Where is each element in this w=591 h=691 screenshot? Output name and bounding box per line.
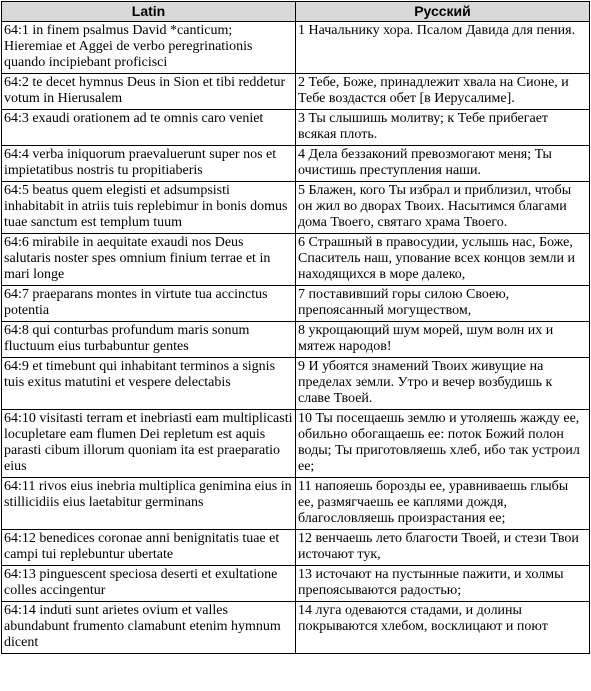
table-row	[2, 358, 590, 410]
column-header-russian: Русский	[296, 2, 590, 22]
latin-verse-cell: 64:3 exaudi orationem ad te omnis caro veniet	[2, 110, 296, 146]
parallel-text-table	[1, 1, 590, 654]
latin-verse-cell: 64:9 et timebunt qui inhabitant terminos a signis tuis exitus matutini et vespere delectabis	[2, 358, 296, 410]
table-row	[2, 322, 590, 358]
table-row	[2, 286, 590, 322]
table-header-row	[2, 2, 590, 22]
russian-verse-cell: 13 источают на пустынные пажити, и холмы препоясываются радостью;	[296, 566, 590, 602]
table-row	[2, 410, 590, 478]
latin-verse-cell: 64:12 benedices coronae anni benignitatis tuae et campi tui replebuntur ubertate	[2, 530, 296, 566]
latin-verse-cell: 64:11 rivos eius inebria multiplica genimina eius in stillicidiis eius laetabitur germinans	[2, 478, 296, 530]
russian-verse-cell: 14 луга одеваются стадами, и долины покрываются хлебом, восклицают и поют	[296, 602, 590, 654]
table-row	[2, 478, 590, 530]
russian-verse-cell: 6 Страшный в правосудии, услышь нас, Боже, Спаситель наш, упование всех концов земли и находящихся в море далеко,	[296, 234, 590, 286]
latin-verse-cell: 64:13 pinguescent speciosa deserti et exultatione colles accingentur	[2, 566, 296, 602]
russian-verse-cell: 3 Ты слышишь молитву; к Тебе прибегает всякая плоть.	[296, 110, 590, 146]
russian-verse-cell: 12 венчаешь лето благости Твоей, и стези Твои источают тук,	[296, 530, 590, 566]
latin-verse-cell: 64:1 in finem psalmus David *canticum; Hieremiae et Aggei de verbo peregrinationis quando incipiebant proficisci	[2, 22, 296, 74]
table-row	[2, 146, 590, 182]
russian-verse-cell: 4 Дела беззаконий превозмогают меня; Ты очистишь преступления наши.	[296, 146, 590, 182]
russian-verse-cell: 7 поставивший горы силою Своею, препоясанный могуществом,	[296, 286, 590, 322]
latin-verse-cell: 64:6 mirabile in aequitate exaudi nos Deus salutaris noster spes omnium finium terrae et in mari longe	[2, 234, 296, 286]
russian-verse-cell: 11 напояешь борозды ее, уравниваешь глыбы ее, размягчаешь ее каплями дождя, благословляешь произрастания ее;	[296, 478, 590, 530]
table-row	[2, 22, 590, 74]
russian-verse-cell: 10 Ты посещаешь землю и утоляешь жажду ее, обильно обогащаешь ее: поток Божий полон воды; Ты приготовляешь хлеб, ибо так устроил ее;	[296, 410, 590, 478]
latin-verse-cell: 64:8 qui conturbas profundum maris sonum fluctuum eius turbabuntur gentes	[2, 322, 296, 358]
table-row	[2, 110, 590, 146]
latin-verse-cell: 64:10 visitasti terram et inebriasti eam multiplicasti locupletare eam flumen Dei repletum est aquis parasti cibum illorum quoniam ita est praeparatio eius	[2, 410, 296, 478]
latin-verse-cell: 64:14 induti sunt arietes ovium et valles abundabunt frumento clamabunt etenim hymnum dicent	[2, 602, 296, 654]
table-row	[2, 74, 590, 110]
table-row	[2, 182, 590, 234]
table-row	[2, 566, 590, 602]
table-row	[2, 530, 590, 566]
latin-verse-cell: 64:2 te decet hymnus Deus in Sion et tibi reddetur votum in Hierusalem	[2, 74, 296, 110]
russian-verse-cell: 8 укрощающий шум морей, шум волн их и мятеж народов!	[296, 322, 590, 358]
russian-verse-cell: 1 Начальнику хора. Псалом Давида для пения.	[296, 22, 590, 74]
russian-verse-cell: 5 Блажен, кого Ты избрал и приблизил, чтобы он жил во дворах Твоих. Насытимся благами дома Твоего, святаго храма Твоего.	[296, 182, 590, 234]
latin-verse-cell: 64:7 praeparans montes in virtute tua accinctus potentia	[2, 286, 296, 322]
russian-verse-cell: 2 Тебе, Боже, принадлежит хвала на Сионе, и Тебе воздастся обет [в Иерусалиме].	[296, 74, 590, 110]
russian-verse-cell: 9 И убоятся знамений Твоих живущие на пределах земли. Утро и вечер возбудишь к славе Твоей.	[296, 358, 590, 410]
table-row	[2, 602, 590, 654]
table-body	[2, 22, 590, 654]
latin-verse-cell: 64:4 verba iniquorum praevaluerunt super nos et impietatibus nostris tu propitiaberis	[2, 146, 296, 182]
column-header-latin: Latin	[2, 2, 296, 22]
latin-verse-cell: 64:5 beatus quem elegisti et adsumpsisti inhabitabit in atriis tuis replebimur in bonis domus tuae sanctum est templum tuum	[2, 182, 296, 234]
table-row	[2, 234, 590, 286]
